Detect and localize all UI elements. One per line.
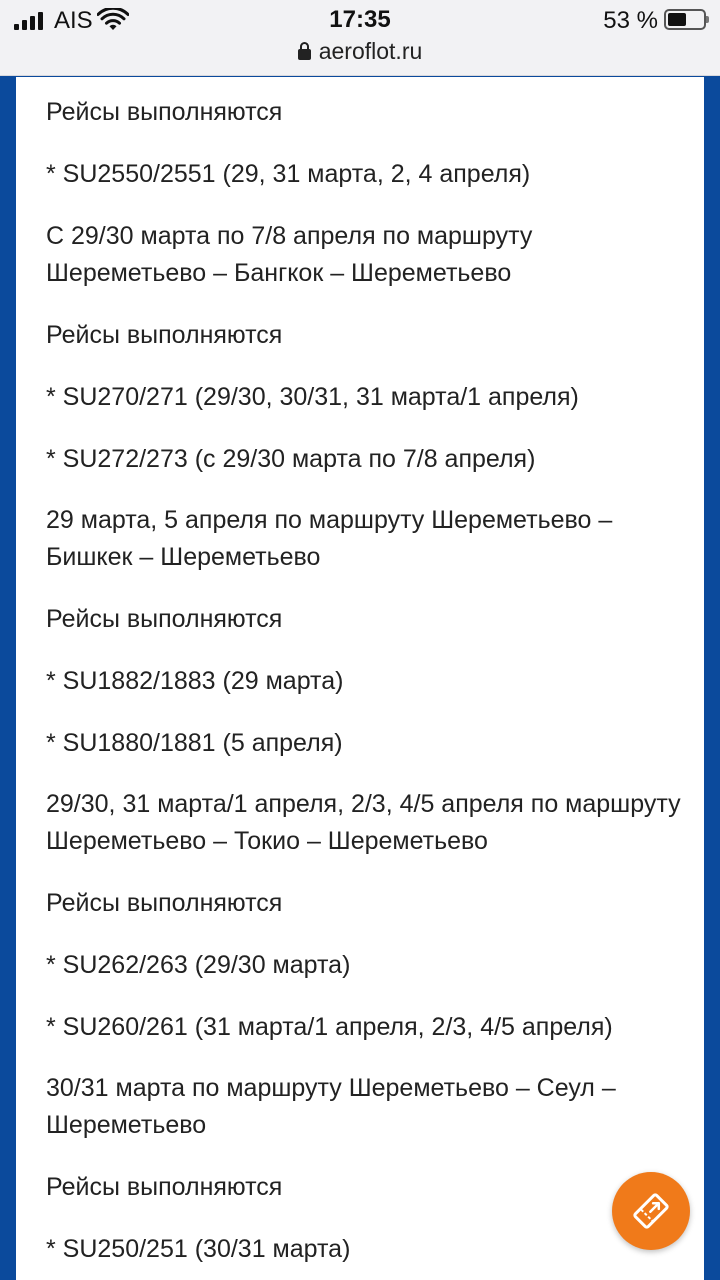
paragraph: * SU260/261 (31 марта/1 апреля, 2/3, 4/5 апреля): [46, 1013, 613, 1041]
paragraph: * SU2550/2551 (29, 31 марта, 2, 4 апреля): [46, 160, 531, 188]
paragraph: Рейсы выполняются: [46, 321, 283, 349]
ticket-fab-button[interactable]: [612, 1172, 690, 1250]
battery-percent: 53 %: [603, 7, 658, 34]
paragraph: * SU250/251 (30/31 марта): [46, 1235, 351, 1263]
paragraph: * SU272/273 (с 29/30 марта по 7/8 апреля): [46, 445, 536, 473]
paragraph: Рейсы выполняются: [46, 889, 283, 917]
paragraph: С 29/30 марта по 7/8 апреля по маршруту Шереметьево – Бангкок – Шереметьево: [46, 222, 533, 287]
paragraph: * SU1882/1883 (29 марта): [46, 667, 344, 695]
paragraph: * SU270/271 (29/30, 30/31, 31 марта/1 апреля): [46, 383, 579, 411]
paragraph: * SU1880/1881 (5 апреля): [46, 729, 343, 757]
url-text: aeroflot.ru: [318, 38, 423, 64]
paragraph: Рейсы выполняются: [46, 605, 283, 633]
paragraph: 30/31 марта по маршруту Шереметьево – Сеул – Шереметьево: [46, 1074, 616, 1139]
carrier-name: AIS: [54, 7, 93, 34]
paragraph: Рейсы выполняются: [46, 1173, 283, 1201]
battery-fill: [668, 13, 686, 26]
paragraph: Рейсы выполняются: [46, 98, 283, 126]
clock: 17:35: [329, 6, 391, 33]
article-content: [16, 77, 704, 1280]
paragraph: 29/30, 31 марта/1 апреля, 2/3, 4/5 апреля по маршруту Шереметьево – Токио – Шереметьево: [46, 790, 681, 855]
address-bar[interactable]: [0, 38, 720, 65]
status-bar: [0, 0, 720, 76]
paragraph: * SU262/263 (29/30 марта): [46, 951, 351, 979]
battery-icon: [664, 9, 706, 30]
ticket-icon: [629, 1189, 673, 1233]
lock-icon: [298, 49, 311, 60]
paragraph: 29 марта, 5 апреля по маршруту Шереметьево – Бишкек – Шереметьево: [46, 506, 613, 571]
